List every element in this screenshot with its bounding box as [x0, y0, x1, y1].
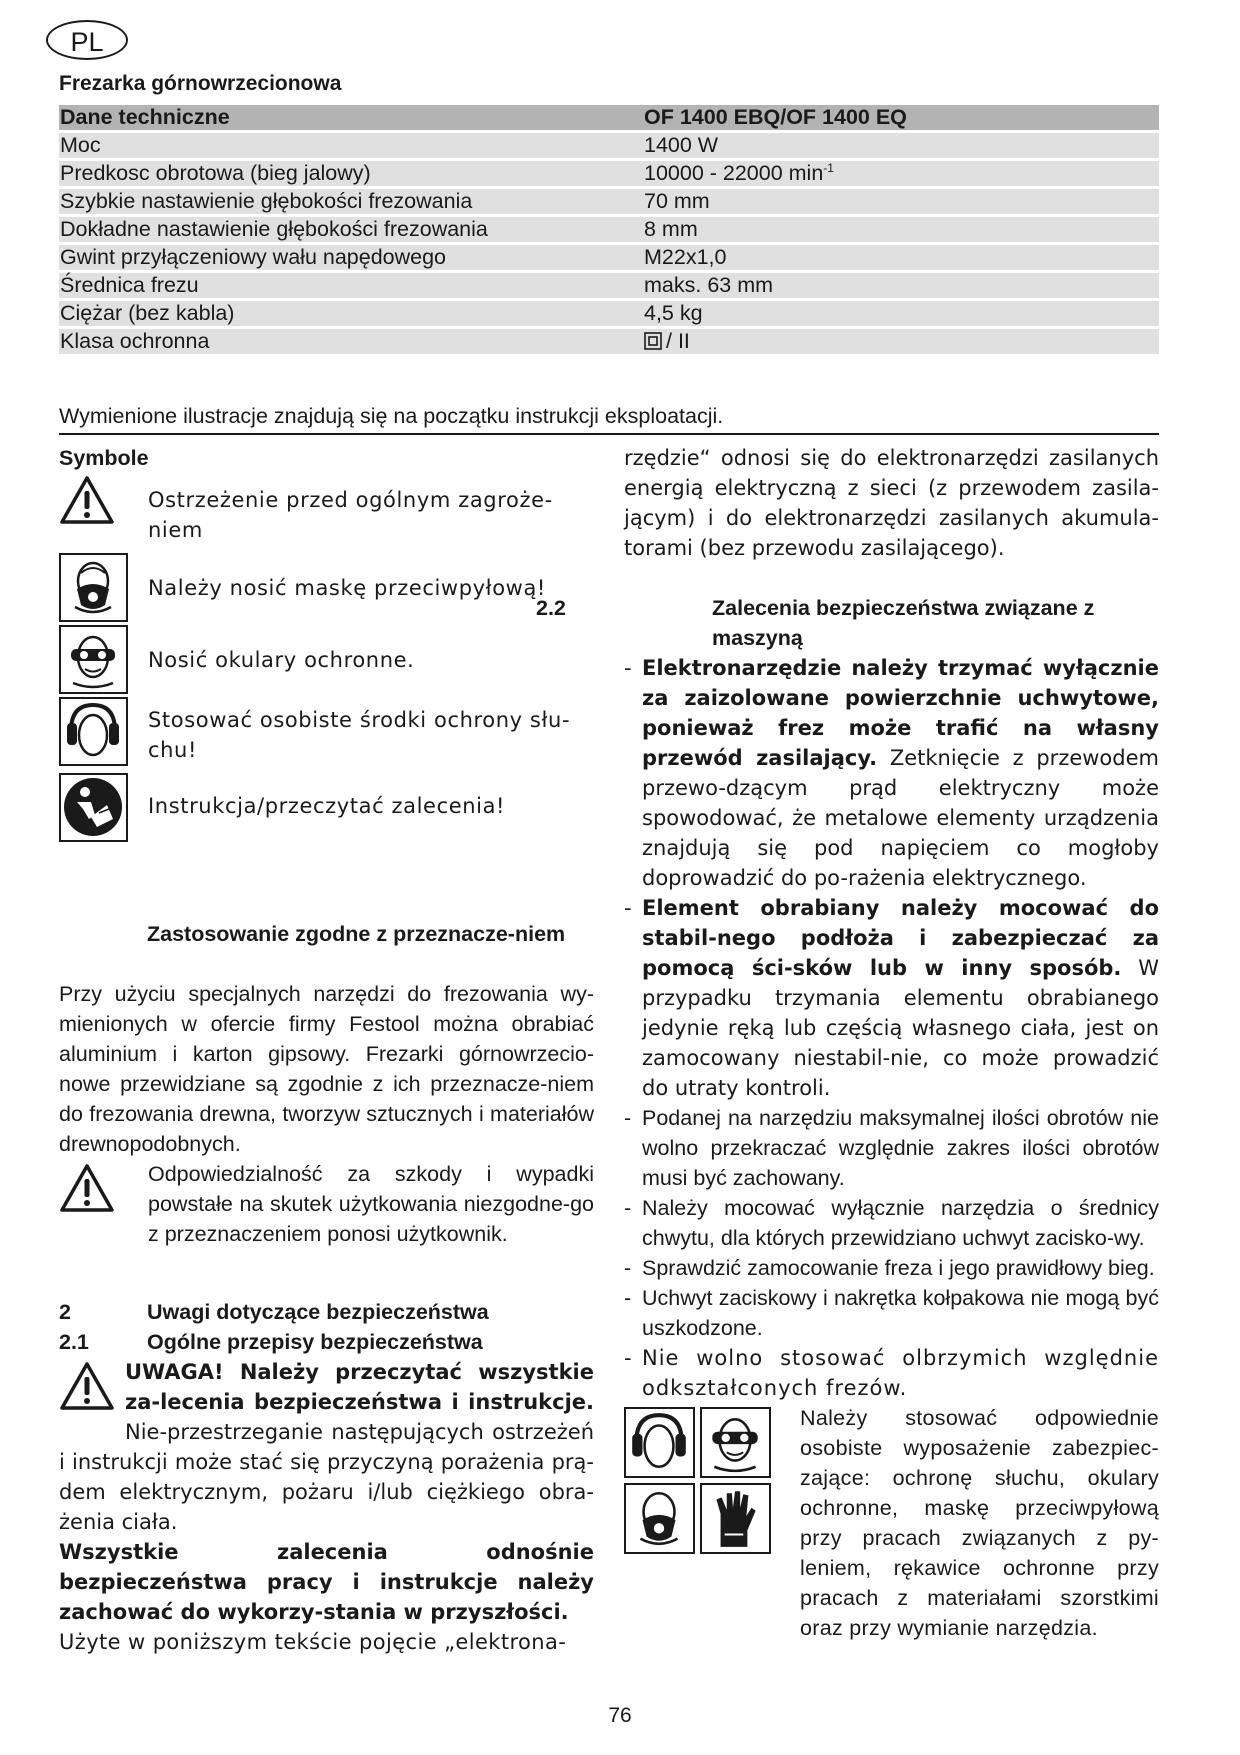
table-header-value: OF 1400 EBQ/OF 1400 EQ — [639, 105, 1159, 130]
protection-class-icon — [644, 332, 662, 350]
ppe-recommendation: Należy stosować odpowiednie osobiste wyposażenie zabezpiec-zające: ochronę słuchu, okulary ochronne, maskę przeciwpyłową przy pracach związanych z py-leniem, rękawice ochronne przy pracach z materiałami szorstkimi oraz przy wymianie narzędzia. — [800, 1406, 1159, 1640]
symbol-goggles-label: Nosić okulary ochronne. — [148, 648, 415, 672]
product-title: Frezarka górnowrzecionowa — [59, 72, 342, 95]
symbol-ear-protection-label: Stosować osobiste środki ochrony słu-chu! — [148, 708, 571, 762]
table-header-row — [59, 105, 1159, 130]
row-label: Predkosc obrotowa (bieg jalowy) — [59, 161, 639, 186]
row-label: Średnica frezu — [59, 273, 639, 298]
safety-goggles-icon — [700, 1407, 771, 1478]
row-label: Dokładne nastawienie głębokości frezowania — [59, 217, 639, 242]
table-row — [59, 189, 1159, 214]
row-value: 70 mm — [639, 189, 1159, 214]
row-label: Moc — [59, 133, 639, 158]
section-1-warning: Odpowiedzialność za szkody i wypadki powstałe na skutek użytkowania niezgodne-go z przeznaczeniem ponosi użytkownik. — [148, 1162, 594, 1246]
list-item: - Uchwyt zaciskowy i nakrętka kołpakowa nie mogą być uszkodzone. — [624, 1283, 1159, 1343]
table-row — [59, 245, 1159, 270]
general-safety-warning: UWAGA! Należy przeczytać wszystkie za-lecenia bezpieczeństwa i instrukcje. Nie-przestrzeganie następujących ostrzeżeń i instrukcji może stać się przyczyną porażenia prą-dem elektrycznym, pożaru i/lub ciężkiego obra-żenia ciała. — [59, 1360, 594, 1534]
list-item: - Sprawdzić zamocowanie freza i jego prawidłowy bieg. — [624, 1253, 1159, 1283]
table-row — [59, 301, 1159, 326]
ear-protection-icon — [59, 697, 128, 766]
language-badge: PL — [46, 20, 128, 60]
section-2-1-heading: 2.1 Ogólne przepisy bezpieczeństwa — [59, 1330, 483, 1354]
machine-safety-list — [624, 653, 1159, 1403]
symbol-warning-label: Ostrzeżenie przed ogólnym zagroże-niem — [148, 488, 553, 542]
read-manual-icon — [59, 773, 128, 842]
list-item: - Element obrabiany należy mocować do stabil-nego podłoża i zabezpieczać za pomocą ści-sków lub w inny sposób. W przypadku trzymania elementu obrabianego jedynie ręką lub częścią własnego ciała, jest on zamocowany niestabil-nie, co może prowadzić do utraty kontroli. — [624, 893, 1159, 1103]
illustrations-note: Wymienione ilustracje znajdują się na początku instrukcji eksploatacji. — [59, 404, 724, 428]
section-2-2-heading: 2.2 Zalecenia bezpieczeństwa związane z maszyną — [536, 596, 1095, 650]
row-label: Gwint przyłączeniowy wału napędowego — [59, 245, 639, 270]
row-value: / II — [639, 329, 1159, 354]
row-label: Klasa ochronna — [59, 329, 639, 354]
section-2-heading: 2 Uwagi dotyczące bezpieczeństwa — [59, 1300, 489, 1324]
safety-goggles-icon — [59, 625, 128, 694]
right-column — [536, 443, 1159, 1643]
keep-instructions-note: Wszystkie zalecenia odnośnie bezpieczeństwa pracy i instrukcje należy zachować do wykorzy-stania w przyszłości. — [59, 1540, 594, 1624]
page-number: 76 — [608, 1704, 632, 1727]
dust-mask-icon — [59, 553, 128, 622]
table-row — [59, 161, 1159, 186]
symbols-heading: Symbole — [59, 446, 149, 470]
divider — [59, 433, 1159, 435]
power-tool-definition: rzędzie“ odnosi się do elektronarzędzi zasilanych energią elektryczną z sieci (z przewodem zasila-jącym) i do elektronarzędzi zasilanych akumula-torami (bez przewodu zasilającego). — [624, 446, 1159, 560]
list-item: - Nie wolno stosować olbrzymich względnie odkształconych frezów. — [624, 1343, 1159, 1403]
warning-triangle-icon — [59, 475, 115, 525]
ppe-icon-grid — [624, 1407, 774, 1607]
table-row — [59, 273, 1159, 298]
protective-gloves-icon — [700, 1483, 771, 1554]
list-item: - Elektronarzędzie należy trzymać wyłącznie za zaizolowane powierzchnie uchwytowe, ponieważ frez może trafić na własny przewód zasilający. Zetknięcie z przewodem przewo-dzącym prąd elektryczny może spowodować, że metalowe elementy urządzenia znajdują się pod napięciem co mogłoby doprowadzić do po-rażenia elektrycznego. — [624, 653, 1159, 893]
table-row — [59, 133, 1159, 158]
row-label: Ciężar (bez kabla) — [59, 301, 639, 326]
list-item: - Podanej na narzędziu maksymalnej ilości obrotów nie wolno przekraczać względnie zakres ilości obrotów musi być zachowany. — [624, 1103, 1159, 1193]
list-item: - Należy mocować wyłącznie narzędzia o średnicy chwytu, dla których przewidziano uchwyt zacisko-wy. — [624, 1193, 1159, 1253]
row-value: 1400 W — [639, 133, 1159, 158]
table-row — [59, 217, 1159, 242]
symbol-dust-mask-label: Należy nosić maskę przeciwpyłową! — [148, 576, 546, 600]
table-row — [59, 329, 1159, 354]
row-label: Szybkie nastawienie głębokości frezowania — [59, 189, 639, 214]
symbol-read-manual-label: Instrukcja/przeczytać zalecenia! — [148, 794, 506, 818]
dust-mask-icon — [624, 1483, 695, 1554]
ear-protection-icon — [624, 1407, 695, 1478]
section-1-heading: Zastosowanie zgodne z przeznacze-niem — [147, 922, 566, 946]
row-value: maks. 63 mm — [639, 273, 1159, 298]
row-value: 10000 - 22000 $\min^{-1}$ — [639, 161, 1159, 186]
row-value: 4,5 kg — [639, 301, 1159, 326]
power-tool-term: Użyte w poniższym tekście pojęcie „elektrona- — [59, 1630, 567, 1654]
row-value: M22x1,0 — [639, 245, 1159, 270]
technical-data-table — [59, 102, 1159, 357]
warning-triangle-icon — [59, 1163, 115, 1213]
row-value: 8 mm — [639, 217, 1159, 242]
section-1-body: Przy użyciu specjalnych narzędzi do frezowania wy-mienionych w ofercie firmy Festool można obrabiać aluminium i karton gipsowy. Frezarki górnowrzecio-nowe przewidziane są zgodnie z ich przeznacze-niem do frezowania drewna, tworzyw sztucznych i materiałów drewnopodobnych. — [59, 982, 594, 1156]
table-header-label: Dane techniczne — [59, 105, 639, 130]
